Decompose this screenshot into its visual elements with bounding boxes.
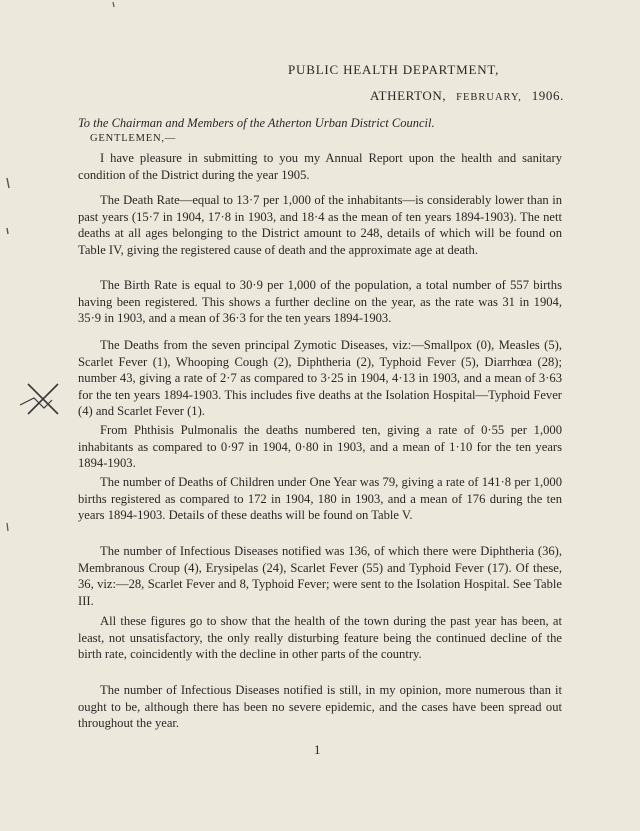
notification-paragraph: The number of Infectious Diseases notified is still, in my opinion, more numerous than it ought to be, although there has been no severe epidemic, and the cases have been spread out throughout the year. xyxy=(78,683,562,731)
date-year: 1906. xyxy=(531,88,564,103)
birth-rate-paragraph: The Birth Rate is equal to 30·9 per 1,000 of the population, a total number of 557 births having been registered. This shows a further decline on the year, as the rate was 31 in 1904, 35·9 in 1903, and a mean of 36·3 for the ten years 1894-1903. xyxy=(78,278,562,326)
margin-speck xyxy=(7,523,8,531)
salutation: GENTLEMEN,— xyxy=(90,133,177,144)
margin-speck xyxy=(7,178,9,188)
summary-paragraph: All these figures go to show that the health of the town during the past year has been, at least, not unsatisfactory, the only really disturbing feature being the continued decline of the birth rate, coincidently with the decline in other parts of the country. xyxy=(78,614,562,662)
place-date-line xyxy=(370,88,564,104)
intro-paragraph: I have pleasure in submitting to you my Annual Report upon the health and sanitary condition of the District during the year 1905. xyxy=(78,151,562,182)
infectious-diseases-paragraph: The number of Infectious Diseases notified was 136, of which there were Diphtheria (36), Membranous Croup (4), Erysipelas (24), Scarlet Fever (55) and Typhoid Fever (17). Of these, 36, viz:—28, Scarlet Fever and 8, Typhoid Fever; were sent to the Isolation Hospital. See Table III. xyxy=(78,544,562,608)
place-name: ATHERTON, xyxy=(370,88,447,103)
date-month: FEBRUARY, xyxy=(456,92,522,103)
addressee-line: To the Chairman and Members of the Atherton Urban District Council. xyxy=(78,116,435,130)
department-heading: PUBLIC HEALTH DEPARTMENT, xyxy=(288,62,500,77)
page-number: 1 xyxy=(314,742,321,757)
top-edge-speck xyxy=(113,2,114,7)
zymotic-diseases-paragraph: The Deaths from the seven principal Zymotic Diseases, viz:—Smallpox (0), Measles (5), Scarlet Fever (1), Whooping Cough (2), Diphtheria (2), Typhoid Fever (5), Diarrhœa (28); number 43, giving a rate of 2·7 as compared to 3·25 in 1904, 4·13 in 1903, and a mean of 3·63 for the ten years 1894-1903. This includes five deaths at the Isolation Hospital—Typhoid Fever (4) and Scarlet Fever (1). xyxy=(78,338,562,419)
death-rate-paragraph: The Death Rate—equal to 13·7 per 1,000 of the inhabitants—is considerably lower than in past years (15·7 in 1904, 17·8 in 1903, and 18·4 as the mean of ten years 1894-1903). The nett deaths at all ages belonging to the District amount to 248, details of which will be found on Table IV, giving the registered cause of death and the approximate age at death. xyxy=(78,193,562,257)
infant-deaths-paragraph: The number of Deaths of Children under One Year was 79, giving a rate of 141·8 per 1,000 births registered as compared to 172 in 1904, 180 in 1903, and a mean of 176 during the ten years 1894-1903. Details of these deaths will be found on Table V. xyxy=(78,475,562,523)
margin-speck xyxy=(7,228,8,234)
phthisis-paragraph: From Phthisis Pulmonalis the deaths numbered ten, giving a rate of 0·55 per 1,000 inhabitants as compared to 0·97 in 1904, 0·80 in 1903, and a mean of 1·10 for the ten years 1894-1903. xyxy=(78,423,562,471)
